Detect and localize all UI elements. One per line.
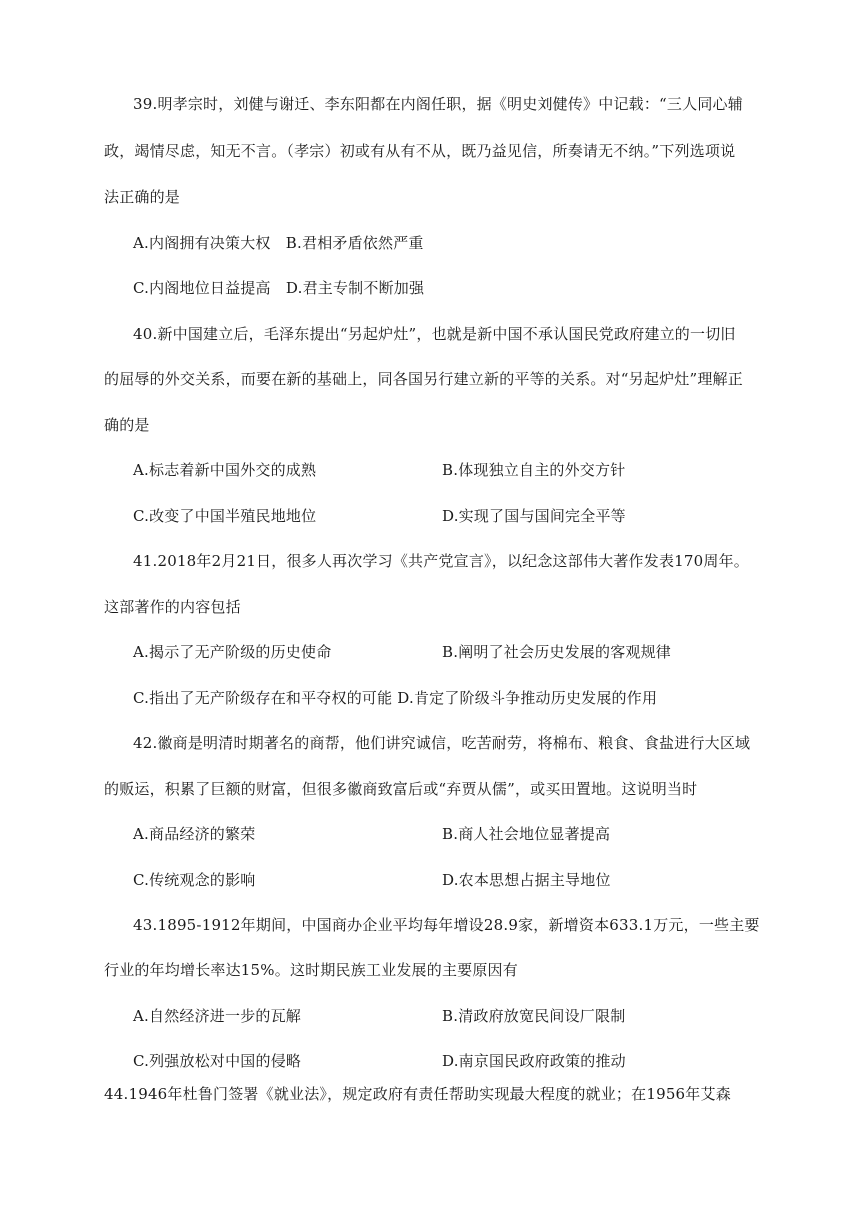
question-42-option-b: B.商人社会地位显著提高: [442, 825, 611, 843]
question-43-stem-line-1: 43.1895-1912年期间，中国商办企业平均每年增设28.9家，新增资本633.1万元，一些主要: [133, 916, 760, 934]
question-42-option-c: C.传统观念的影响: [133, 871, 256, 889]
question-42-option-d: D.农本思想占据主导地位: [442, 871, 611, 889]
question-42-stem-line-1: 42.徽商是明清时期著名的商帮，他们讲究诚信，吃苦耐劳，将棉布、粮食、食盐进行大区域: [133, 734, 751, 752]
question-39-stem-line-1: 39.明孝宗时，刘健与谢迁、李东阳都在内阁任职，据《明史刘健传》中记载：“三人同心辅: [133, 95, 743, 113]
question-39-stem-line-2: 政，竭情尽虑，知无不言。（孝宗）初或有从有不从，既乃益见信，所奏请无不纳。”下列选项说: [104, 142, 736, 160]
question-39-stem-line-3: 法正确的是: [104, 188, 181, 206]
question-43-option-a: A.自然经济进一步的瓦解: [133, 1007, 302, 1025]
question-40-option-c: C.改变了中国半殖民地地位: [133, 507, 317, 525]
question-41-stem-line-1: 41.2018年2月21日，很多人再次学习《共产党宣言》，以纪念这部伟大著作发表170周年。: [133, 552, 749, 570]
question-43-option-b: B.清政府放宽民间设厂限制: [442, 1007, 626, 1025]
question-39-options-ab: A.内阁拥有决策大权 B.君相矛盾依然严重: [133, 234, 424, 252]
question-43-stem-line-2: 行业的年均增长率达15%。这时期民族工业发展的主要原因有: [104, 961, 518, 979]
question-40-option-d: D.实现了国与国间完全平等: [442, 507, 626, 525]
question-40-stem-line-1: 40.新中国建立后，毛泽东提出“另起炉灶”，也就是新中国不承认国民党政府建立的一切旧: [133, 325, 736, 343]
question-43-option-c: C.列强放松对中国的侵略: [133, 1052, 302, 1070]
question-44-stem-line-1: 44.1946年杜鲁门签署《就业法》，规定政府有责任帮助实现最大程度的就业；在1956年艾森: [104, 1085, 731, 1103]
question-41-option-a: A.揭示了无产阶级的历史使命: [133, 643, 332, 661]
question-40-option-b: B.体现独立自主的外交方针: [442, 461, 626, 479]
question-42-stem-line-2: 的贩运，积累了巨额的财富，但很多徽商致富后或“弃贾从儒”，或买田置地。这说明当时: [104, 780, 698, 798]
question-40-stem-line-2: 的屈辱的外交关系，而要在新的基础上，同各国另行建立新的平等的关系。对“另起炉灶”理解正: [104, 370, 743, 388]
question-41-options-cd: C.指出了无产阶级存在和平夺权的可能 D.肯定了阶级斗争推动历史发展的作用: [133, 689, 658, 707]
question-41-stem-line-2: 这部著作的内容包括: [104, 598, 241, 616]
question-40-option-a: A.标志着新中国外交的成熟: [133, 461, 317, 479]
question-41-option-b: B.阐明了社会历史发展的客观规律: [442, 643, 671, 661]
question-43-option-d: D.南京国民政府政策的推动: [442, 1052, 626, 1070]
question-40-stem-line-3: 确的是: [104, 416, 150, 434]
question-42-option-a: A.商品经济的繁荣: [133, 825, 256, 843]
question-39-options-cd: C.内阁地位日益提高 D.君主专制不断加强: [133, 279, 425, 297]
